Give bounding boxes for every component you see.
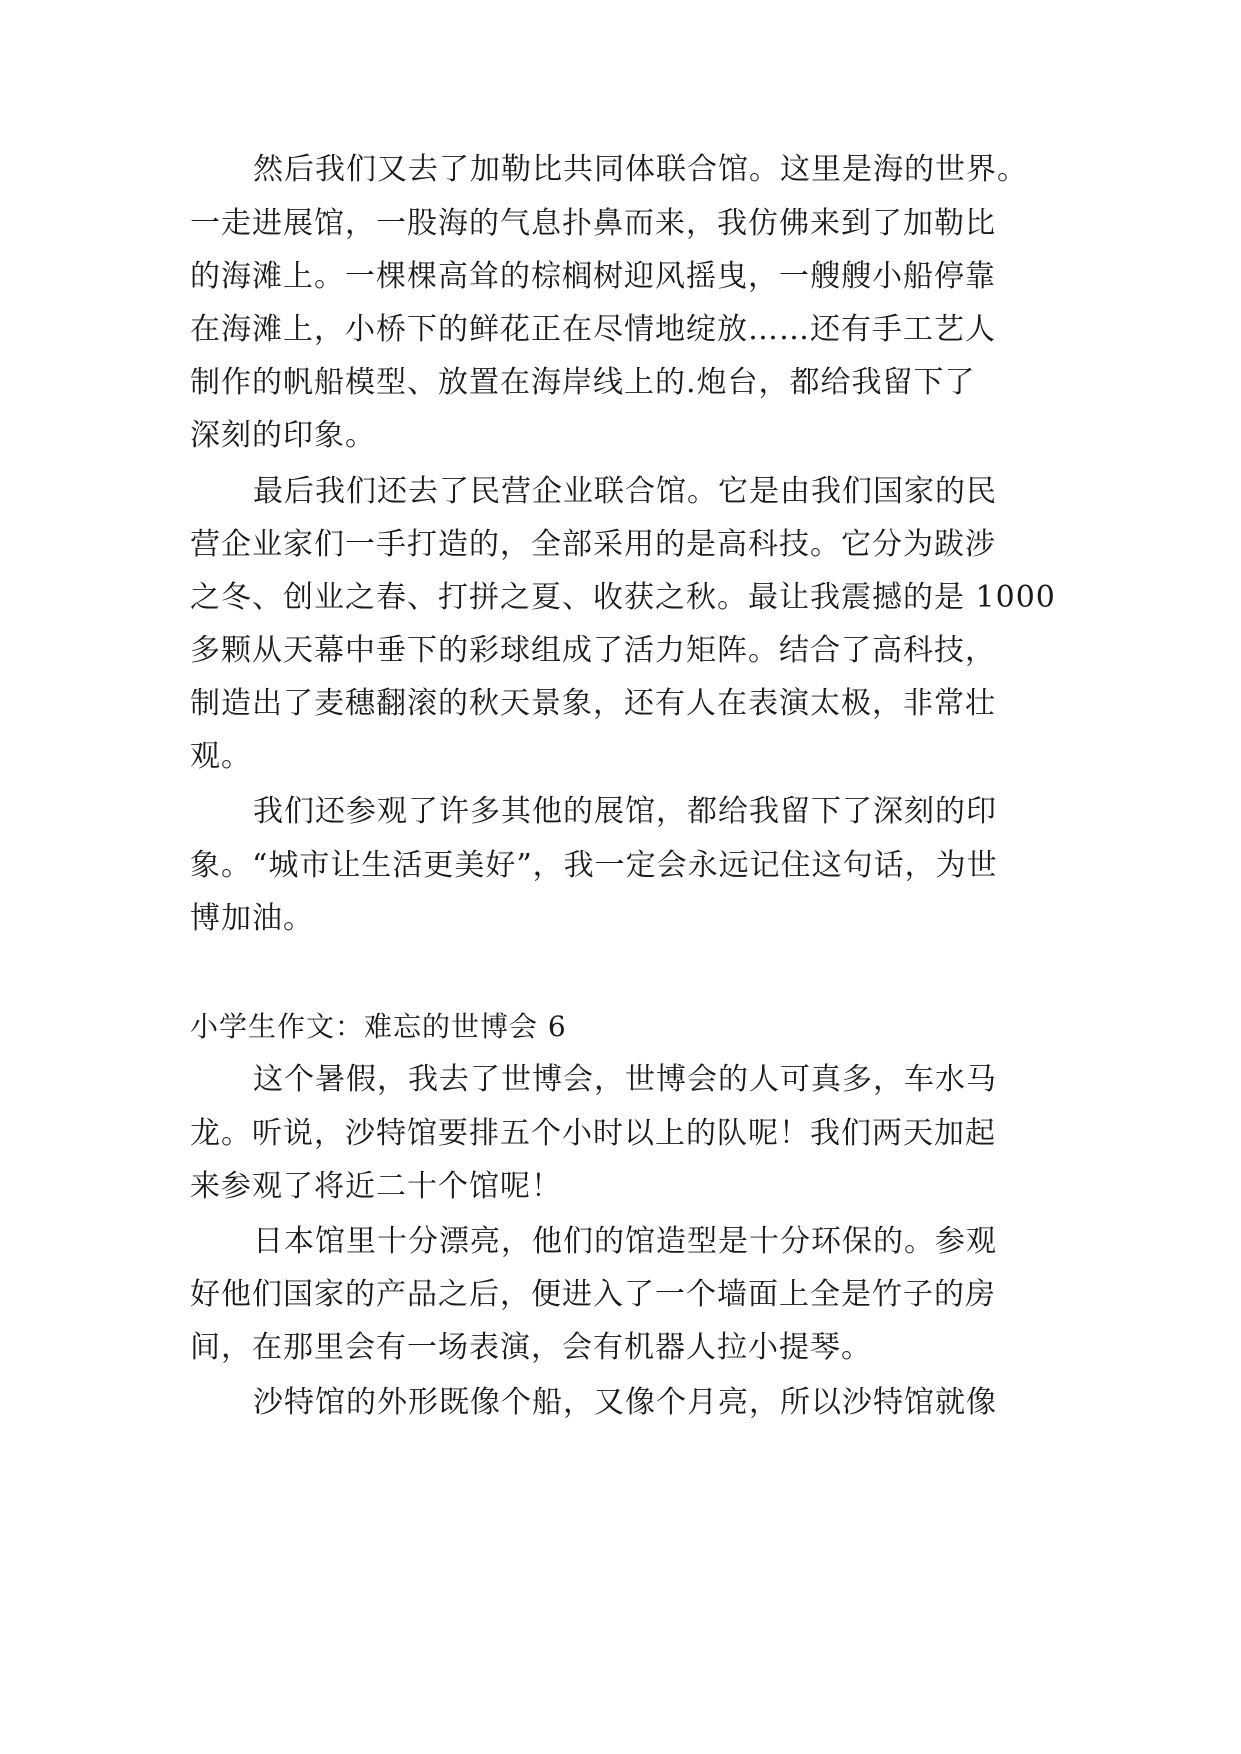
text-line: 然后我们又去了加勒比共同体联合馆。这里是海的世界。 [253,152,1028,187]
text-line: 之冬、创业之春、打拼之夏、收获之秋。最让我震撼的是 1000 [190,580,1056,615]
text-line: 日本馆里十分漂亮，他们的馆造型是十分环保的。参观 [253,1224,997,1259]
text-line: 在海滩上，小桥下的鲜花正在尽情地绽放……还有手工艺人 [190,312,996,347]
text-line: 象。“城市让生活更美好”，我一定会永远记住这句话，为世 [190,848,998,883]
text-line: 制造出了麦穗翻滚的秋天景象，还有人在表演太极，非常壮 [190,686,996,721]
text-line: 观。 [190,739,252,774]
text-line: 来参观了将近二十个馆呢！ [190,1169,562,1204]
text-line: 最后我们还去了民营企业联合馆。它是由我们国家的民 [253,474,997,509]
text-line: 沙特馆的外形既像个船，又像个月亮，所以沙特馆就像 [253,1385,997,1420]
text-line: 的海滩上。一棵棵高耸的棕榈树迎风摇曳，一艘艘小船停靠 [190,259,996,294]
text-line: 龙。听说，沙特馆要排五个小时以上的队呢！我们两天加起 [190,1116,996,1151]
text-line: 这个暑假，我去了世博会，世博会的人可真多，车水马 [253,1062,997,1097]
text-line: 一走进展馆，一股海的气息扑鼻而来，我仿佛来到了加勒比 [190,206,996,241]
text-line: 制作的帆船模型、放置在海岸线上的.炮台，都给我留下了 [190,365,976,400]
text-line: 我们还参观了许多其他的展馆，都给我留下了深刻的印 [253,794,997,829]
text-line: 多颗从天幕中垂下的彩球组成了活力矩阵。结合了高科技， [190,633,996,668]
text-line: 间，在那里会有一场表演，会有机器人拉小提琴。 [190,1330,872,1365]
text-line: 深刻的印象。 [190,418,376,453]
text-line: 营企业家们一手打造的，全部采用的是高科技。它分为跋涉 [190,527,996,562]
text-line: 博加油。 [190,901,314,936]
text-line: 好他们国家的产品之后，便进入了一个墙面上全是竹子的房 [190,1277,996,1312]
section-heading: 小学生作文：难忘的世博会 6 [190,1010,567,1043]
